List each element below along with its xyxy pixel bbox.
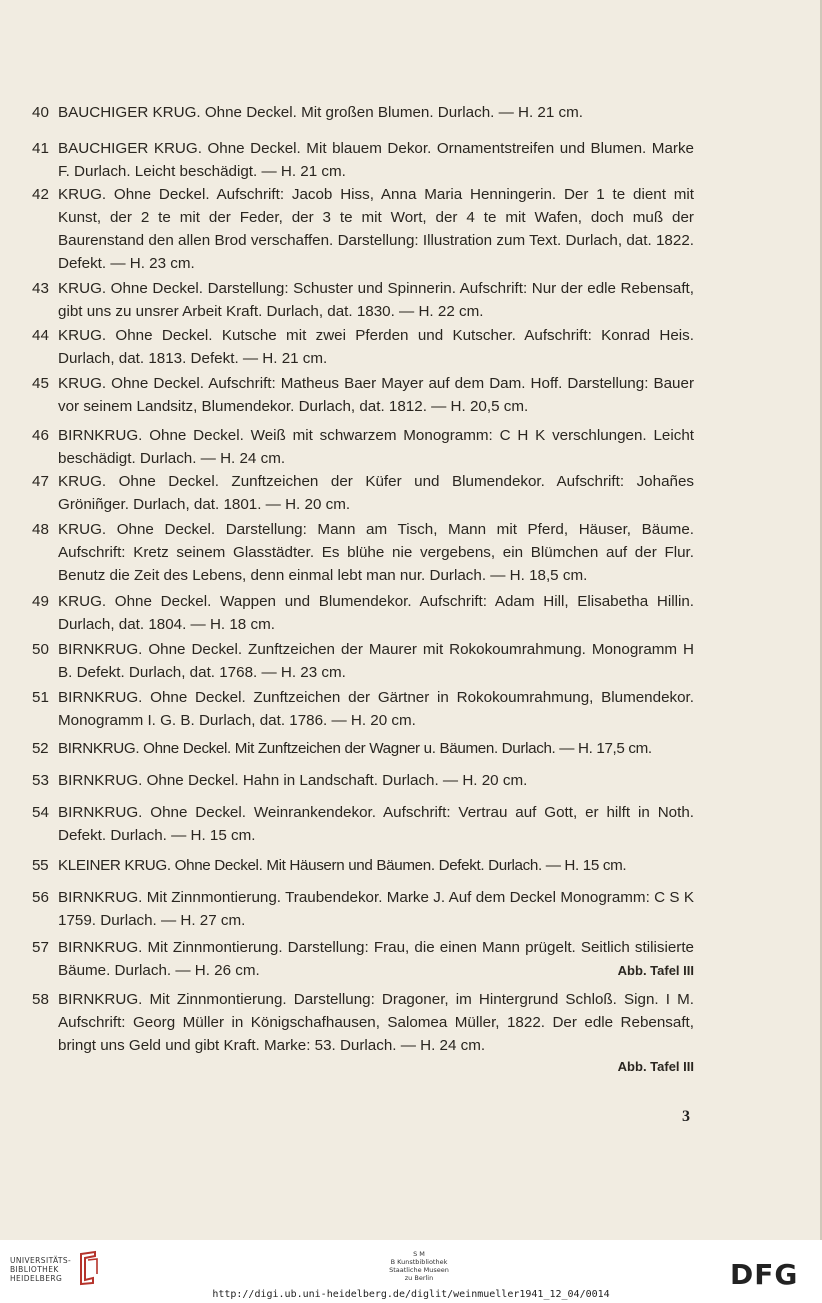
catalog-entry <box>32 936 694 982</box>
library-name <box>10 1256 76 1283</box>
entry-text: BIRNKRUG. Mit Zinnmontierung. Darstellung: Dragoner, im Hintergrund Schloß. Sign. I M. Aufschrift: Georg Müller in Königschafhausen, Salomea Müller, 1822. Der edle Rebensaft, bringt uns Geld und gibt Kraft. Marke: 53. Durlach. — H. 24 cm. <box>58 991 694 1054</box>
entry-text: BIRNKRUG. Ohne Deckel. Weinrankendekor. Aufschrift: Vertrau auf Gott, er hilft in Noth. Defekt. Durlach. — H. 15 cm. <box>58 804 694 844</box>
catalog-entry <box>32 183 694 275</box>
entry-number: 48 <box>32 521 49 538</box>
stamp-line: S M <box>413 1250 425 1258</box>
entry-text: KRUG. Ohne Deckel. Zunftzeichen der Küfer und Blumendekor. Aufschrift: Johañes Gröniñger. Durlach, dat. 1801. — H. 20 cm. <box>58 473 694 513</box>
entry-number: 46 <box>32 427 49 444</box>
kunstbibliothek-stamp <box>384 1250 454 1282</box>
entry-text: KRUG. Ohne Deckel. Aufschrift: Jacob Hiss, Anna Maria Henningerin. Der 1 te dient mit Kunst, der 2 te mit der Feder, der 3 te mit Wort, der 4 te mit Wafen, doch muß der Baurenstand den allen Brod verschaffen. Darstellung: Illustration zum Text. Durlach, dat. 1822. Defekt. — H. 23 cm. <box>58 186 694 272</box>
entry-number: 44 <box>32 327 49 344</box>
entry-number: 43 <box>32 280 49 297</box>
library-name-line: BIBLIOTHEK <box>10 1265 59 1274</box>
entry-text: BAUCHIGER KRUG. Ohne Deckel. Mit großen Blumen. Durlach. — H. 21 cm. <box>58 104 583 121</box>
catalog-entry <box>32 518 694 587</box>
catalog-entry <box>32 372 694 418</box>
entry-text: KRUG. Ohne Deckel. Aufschrift: Matheus Baer Mayer auf dem Dam. Hoff. Darstellung: Bauer vor seinem Landsitz, Blumendekor. Durlach, dat. 1812. — H. 20,5 cm. <box>58 375 694 415</box>
entry-text: BIRNKRUG. Mit Zinnmontierung. Darstellung: Frau, die einen Mann prügelt. Seitlich stilisierte Bäume. Durlach. — H. 26 cm. <box>58 939 694 979</box>
catalog-entry <box>32 988 694 1077</box>
page-number: 3 <box>682 1108 690 1125</box>
entry-number: 51 <box>32 689 49 706</box>
entry-number: 42 <box>32 186 49 203</box>
stamp-line: Staatliche Museen <box>389 1266 449 1274</box>
university-library-logo-icon <box>75 1250 101 1290</box>
library-name-line: HEIDELBERG <box>10 1274 63 1283</box>
dfg-logo-text: DFG <box>730 1258 799 1291</box>
stamp-line: zu Berlin <box>404 1274 434 1282</box>
catalog-entry <box>32 137 694 183</box>
entry-text: BIRNKRUG. Ohne Deckel. Mit Zunftzeichen der Wagner u. Bäumen. Durlach. — H. 17,5 cm. <box>58 740 652 757</box>
entry-number: 56 <box>32 889 49 906</box>
entry-number: 54 <box>32 804 49 821</box>
entry-number: 50 <box>32 641 49 658</box>
entry-number: 47 <box>32 473 49 490</box>
catalog-entry <box>32 101 694 124</box>
entry-number: 40 <box>32 104 49 121</box>
catalog-entry <box>32 854 694 877</box>
catalog-entry <box>32 686 694 732</box>
catalog-entry <box>32 424 694 470</box>
entry-number: 53 <box>32 772 49 789</box>
catalog-entry <box>32 470 694 516</box>
catalog-entry <box>32 638 694 684</box>
entry-number: 41 <box>32 140 49 157</box>
catalog-entry <box>32 277 694 323</box>
dfg-logo <box>730 1258 798 1291</box>
entry-text: BIRNKRUG. Mit Zinnmontierung. Traubendekor. Marke J. Auf dem Deckel Monogramm: C S K 1759. Durlach. — H. 27 cm. <box>58 889 694 929</box>
library-name-line: UNIVERSITÄTS- <box>10 1256 72 1265</box>
illustration-reference: Abb. Tafel III <box>617 1059 694 1074</box>
entry-number: 58 <box>32 991 49 1008</box>
catalog-entry <box>32 801 694 847</box>
entry-number: 49 <box>32 593 49 610</box>
entry-text: BIRNKRUG. Ohne Deckel. Zunftzeichen der Maurer mit Rokokoumrahmung. Monogramm H B. Defekt. Durlach, dat. 1768. — H. 23 cm. <box>58 641 694 681</box>
entry-number: 52 <box>32 740 49 757</box>
entry-text: BIRNKRUG. Ohne Deckel. Zunftzeichen der Gärtner in Rokokoumrahmung, Blumendekor. Monogramm I. G. B. Durlach, dat. 1786. — H. 20 cm. <box>58 689 694 729</box>
entry-text: KLEINER KRUG. Ohne Deckel. Mit Häusern und Bäumen. Defekt. Durlach. — H. 15 cm. <box>58 857 627 874</box>
entry-text: KRUG. Ohne Deckel. Darstellung: Mann am Tisch, Mann mit Pferd, Häuser, Bäume. Aufschrift: Kretz seinem Glasstädter. Es blühe nie vergebens, ein Blümchen auf der Flur. Benutz die Zeit des Lebens, denn einmal lebt man nur. Durlach. — H. 18,5 cm. <box>58 521 694 584</box>
entry-number: 57 <box>32 939 49 956</box>
entry-text: KRUG. Ohne Deckel. Darstellung: Schuster und Spinnerin. Aufschrift: Nur der edle Rebensaft, gibt uns zu unsrer Arbeit Kraft. Durlach, dat. 1830. — H. 22 cm. <box>58 280 694 320</box>
source-url[interactable]: http://digi.ub.uni-heidelberg.de/diglit/weinmueller1941_12_04/0014 <box>212 1289 610 1300</box>
entry-text: BIRNKRUG. Ohne Deckel. Weiß mit schwarzem Monogramm: C H K verschlungen. Leicht beschädigt. Durlach. — H. 24 cm. <box>58 427 694 467</box>
entry-number: 45 <box>32 375 49 392</box>
entry-text: BAUCHIGER KRUG. Ohne Deckel. Mit blauem Dekor. Ornamentstreifen und Blumen. Marke F. Durlach. Leicht beschädigt. — H. 21 cm. <box>58 140 694 180</box>
digitization-footer <box>0 1240 822 1303</box>
stamp-line: B Kunstbibliothek <box>390 1258 448 1266</box>
catalog-entry <box>32 886 694 932</box>
catalog-entry <box>32 769 694 792</box>
entry-number: 55 <box>32 857 49 874</box>
entry-text: BIRNKRUG. Ohne Deckel. Hahn in Landschaft. Durlach. — H. 20 cm. <box>58 772 528 789</box>
entry-text: KRUG. Ohne Deckel. Kutsche mit zwei Pferden und Kutscher. Aufschrift: Konrad Heis. Durlach, dat. 1813. Defekt. — H. 21 cm. <box>58 327 694 367</box>
catalog-entry <box>32 324 694 370</box>
catalog-entry <box>32 590 694 636</box>
illustration-reference: Abb. Tafel III <box>617 963 694 978</box>
entry-text: KRUG. Ohne Deckel. Wappen und Blumendekor. Aufschrift: Adam Hill, Elisabetha Hillin. Durlach, dat. 1804. — H. 18 cm. <box>58 593 694 633</box>
catalog-entry <box>32 737 694 760</box>
